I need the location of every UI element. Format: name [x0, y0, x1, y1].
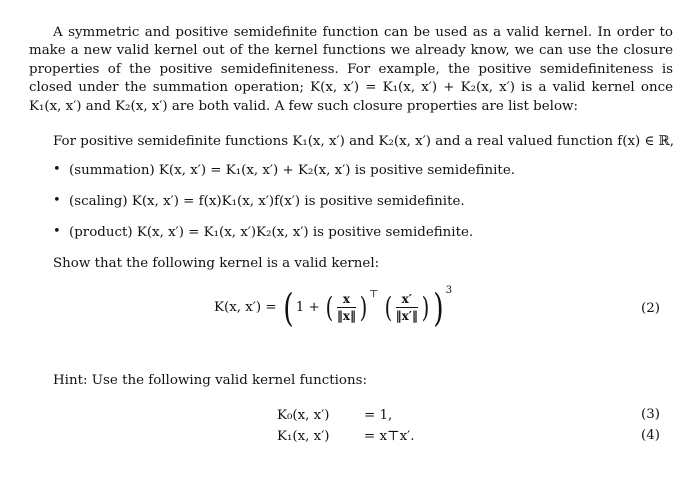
equation-2-paren-open: ( [283, 285, 294, 330]
equation-3-number: (3) [641, 407, 660, 422]
equation-3-lhs: K₀(x, x′) [277, 408, 330, 423]
equation-3-rhs: = 1, [364, 408, 393, 423]
equation-4-lhs: K₁(x, x′) [277, 429, 330, 444]
equation-2-left-fraction [337, 293, 356, 323]
equation-2-inner-paren-close-2: ) [421, 290, 430, 324]
equation-2-paren-close: ) [433, 285, 444, 330]
hint-text: Hint: Use the following valid kernel functions: [53, 373, 368, 388]
equation-4-number: (4) [641, 428, 660, 443]
equation-2-transpose: ⊤ [368, 289, 379, 300]
property-item-product: (product) K(x, x′) = K₁(x, x′)K₂(x, x′) is positive semidefinite. [69, 225, 474, 240]
bullet-icon: • [53, 162, 61, 177]
equation-2-right-fraction [396, 293, 418, 323]
equation-2-inner-paren-open: ( [325, 290, 334, 324]
equation-2 [214, 286, 452, 332]
equation-2-inner-paren-close: ) [359, 290, 368, 324]
equation-2-one-plus: 1 + [295, 300, 320, 315]
equation-2-power: 3 [445, 285, 453, 296]
equation-2-number: (2) [641, 301, 660, 316]
properties-lead: For positive semidefinite functions K₁(x, x′) and K₂(x, x′) and a real valued function f(x) ∈ ℝ, [53, 134, 675, 149]
equation-2-lhs: K(x, x′) = [214, 300, 277, 315]
equation-2-right-denominator: ‖x′‖ [395, 308, 418, 323]
property-item-scaling: (scaling) K(x, x′) = f(x)K₁(x, x′)f(x′) is positive semidefinite. [69, 194, 465, 209]
equation-2-left-numerator: x [337, 293, 356, 308]
property-item-summation: (summation) K(x, x′) = K₁(x, x′) + K₂(x, x′) is positive semidefinite. [69, 163, 515, 178]
equation-2-left-denominator: ‖x‖ [336, 308, 357, 323]
equation-4-rhs: = x⊤x′. [364, 429, 415, 444]
bullet-icon: • [53, 224, 61, 239]
equation-2-right-numerator: x′ [396, 293, 418, 308]
intro-paragraph: A symmetric and positive semidefinite function can be used as a valid kernel. In order to make a new valid kernel out of the kernel functions we already know, we can use the closure properties of the positive semidefiniteness. For example, the positive semidefiniteness is closed under the summation operation; K(x, x′) = K₁(x, x′) + K₂(x, x′) is a valid kernel once K₁(x, x′) and K₂(x, x′) are both valid. A few such closure properties are list below: [29, 25, 673, 114]
task-statement: Show that the following kernel is a valid kernel: [53, 256, 380, 271]
equation-2-inner-paren-open-2: ( [384, 290, 392, 324]
bullet-icon: • [53, 193, 61, 208]
